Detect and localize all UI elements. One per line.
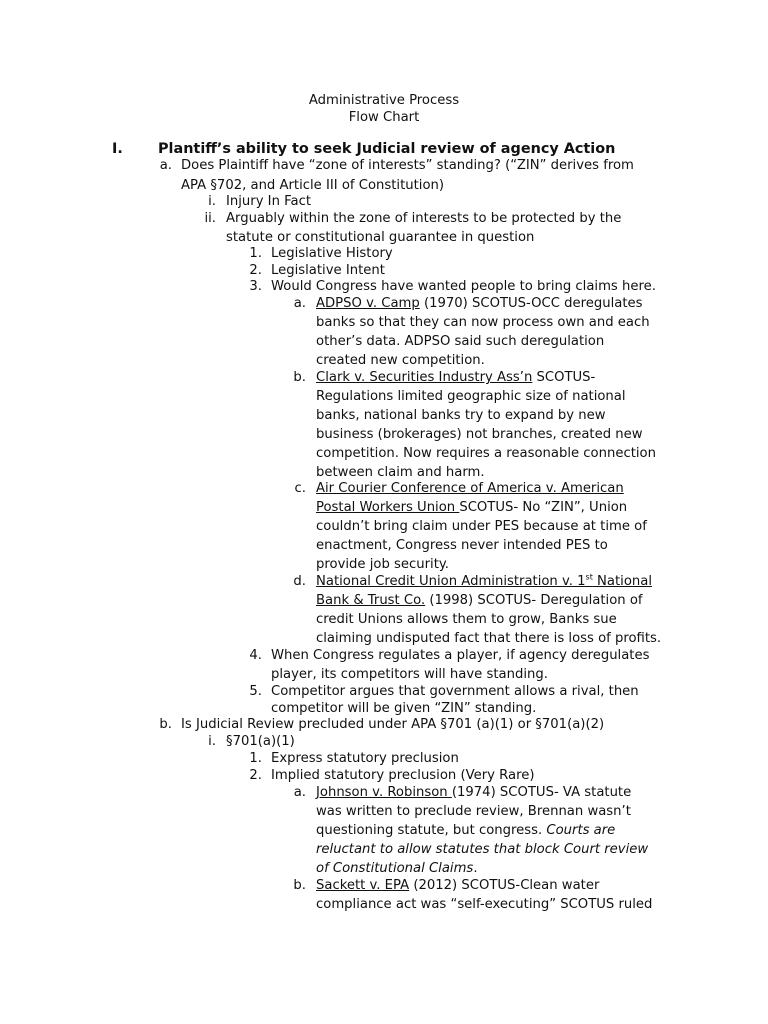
section-heading: Plantiff’s ability to seek Judicial review of agency Action — [158, 141, 616, 157]
outline-label: a. — [293, 785, 306, 800]
outline-label: a. — [159, 158, 172, 173]
case-name: Postal Workers Union — [316, 500, 460, 515]
case-text: (1998) SCOTUS- Deregulation of — [425, 593, 643, 608]
outline-text: Implied statutory preclusion (Very Rare) — [271, 768, 535, 783]
outline-text: Competitor argues that government allows a rival, then — [271, 684, 639, 699]
outline-label: a. — [293, 296, 306, 311]
outline-label: i. — [208, 194, 216, 209]
case-entry — [316, 499, 627, 518]
outline-label: c. — [294, 481, 306, 496]
outline-text: statute or constitutional guarantee in question — [226, 230, 535, 245]
case-name: National Credit Union Administration v. 1st National — [316, 572, 652, 589]
case-text: banks so that they can now process own and each — [316, 315, 650, 330]
case-text: other’s data. ADPSO said such deregulation — [316, 334, 605, 349]
outline-label: i. — [208, 734, 216, 749]
outline-text: APA §702, and Article III of Constitution) — [181, 178, 445, 193]
case-name: Johnson v. Robinson — [316, 785, 452, 800]
outline-text: Legislative Intent — [271, 263, 385, 278]
case-text: was written to preclude review, Brennan wasn’t — [316, 804, 631, 819]
outline-text: Would Congress have wanted people to bring claims here. — [271, 279, 656, 294]
case-text: compliance act was “self-executing” SCOTUS ruled — [316, 897, 653, 912]
outline-label: d. — [293, 574, 306, 589]
case-text: questioning statute, but congress. — [316, 823, 547, 838]
outline-text: Legislative History — [271, 246, 393, 261]
case-entry — [316, 784, 631, 803]
case-text: (1974) SCOTUS- VA statute — [451, 785, 632, 800]
case-name: Sackett v. EPA — [316, 878, 410, 893]
case-text: (2012) SCOTUS-Clean water — [409, 878, 600, 893]
outline-text: Express statutory preclusion — [271, 751, 459, 766]
document-title: Administrative Process — [308, 93, 460, 108]
case-entry — [316, 877, 599, 896]
outline-text: Is Judicial Review precluded under APA §701 (a)(1) or §701(a)(2) — [181, 717, 605, 732]
outline-label: b. — [159, 717, 172, 732]
case-entry — [316, 592, 643, 611]
case-text: credit Unions allows them to grow, Banks sue — [316, 612, 617, 627]
case-text: . — [473, 861, 478, 876]
case-text: created new competition. — [316, 353, 485, 368]
case-entry — [316, 295, 643, 314]
case-text: business (brokerages) not branches, created new — [316, 427, 643, 442]
case-text: Regulations limited geographic size of national — [316, 389, 626, 404]
outline-label: 2. — [249, 263, 262, 278]
outline-text: §701(a)(1) — [226, 734, 295, 749]
case-text: SCOTUS- No “ZIN”, Union — [459, 500, 628, 515]
outline-text: player, its competitors will have standing. — [271, 667, 548, 682]
case-entry — [316, 369, 595, 388]
outline-text: competitor will be given “ZIN” standing. — [271, 701, 537, 716]
case-text: couldn’t bring claim under PES because at time of — [316, 519, 647, 534]
case-emphasis: of Constitutional Claims — [316, 861, 474, 876]
case-entry — [316, 860, 478, 879]
outline-label: 2. — [249, 768, 262, 783]
case-text: SCOTUS- — [532, 370, 596, 385]
case-text: between claim and harm. — [316, 465, 485, 480]
ordinal-suffix: st — [585, 572, 593, 582]
case-entry — [316, 822, 615, 841]
outline-label: 3. — [249, 279, 262, 294]
case-name: Clark v. Securities Industry Ass’n — [316, 370, 533, 385]
document-subtitle: Flow Chart — [348, 110, 420, 125]
case-emphasis: reluctant to allow statutes that block Court review — [316, 842, 649, 857]
outline-text: Injury In Fact — [226, 194, 312, 209]
outline-label: 1. — [249, 751, 262, 766]
section-label: I. — [112, 141, 123, 157]
outline-text: Arguably within the zone of interests to be protected by the — [226, 211, 622, 226]
case-text: (1970) SCOTUS-OCC deregulates — [419, 296, 643, 311]
outline-label: b. — [293, 370, 306, 385]
case-text: enactment, Congress never intended PES to — [316, 538, 608, 553]
case-text: claiming undisputed fact that there is loss of profits. — [316, 631, 662, 646]
case-text: banks, national banks try to expand by new — [316, 408, 606, 423]
outline-label: 5. — [249, 684, 262, 699]
case-name: Bank & Trust Co. — [316, 593, 426, 608]
outline-label: 1. — [249, 246, 262, 261]
outline-label: b. — [293, 878, 306, 893]
case-name: ADPSO v. Camp — [316, 296, 420, 311]
case-text: competition. Now requires a reasonable connection — [316, 446, 656, 461]
outline-text: Does Plaintiff have “zone of interests” standing? (“ZIN” derives from — [181, 158, 634, 173]
outline-label: ii. — [204, 211, 216, 226]
case-emphasis: Courts are — [546, 823, 616, 838]
case-name: Air Courier Conference of America v. American — [316, 481, 624, 496]
outline-label: 4. — [249, 648, 262, 663]
outline-text: When Congress regulates a player, if agency deregulates — [271, 648, 650, 663]
case-text: provide job security. — [316, 557, 449, 572]
